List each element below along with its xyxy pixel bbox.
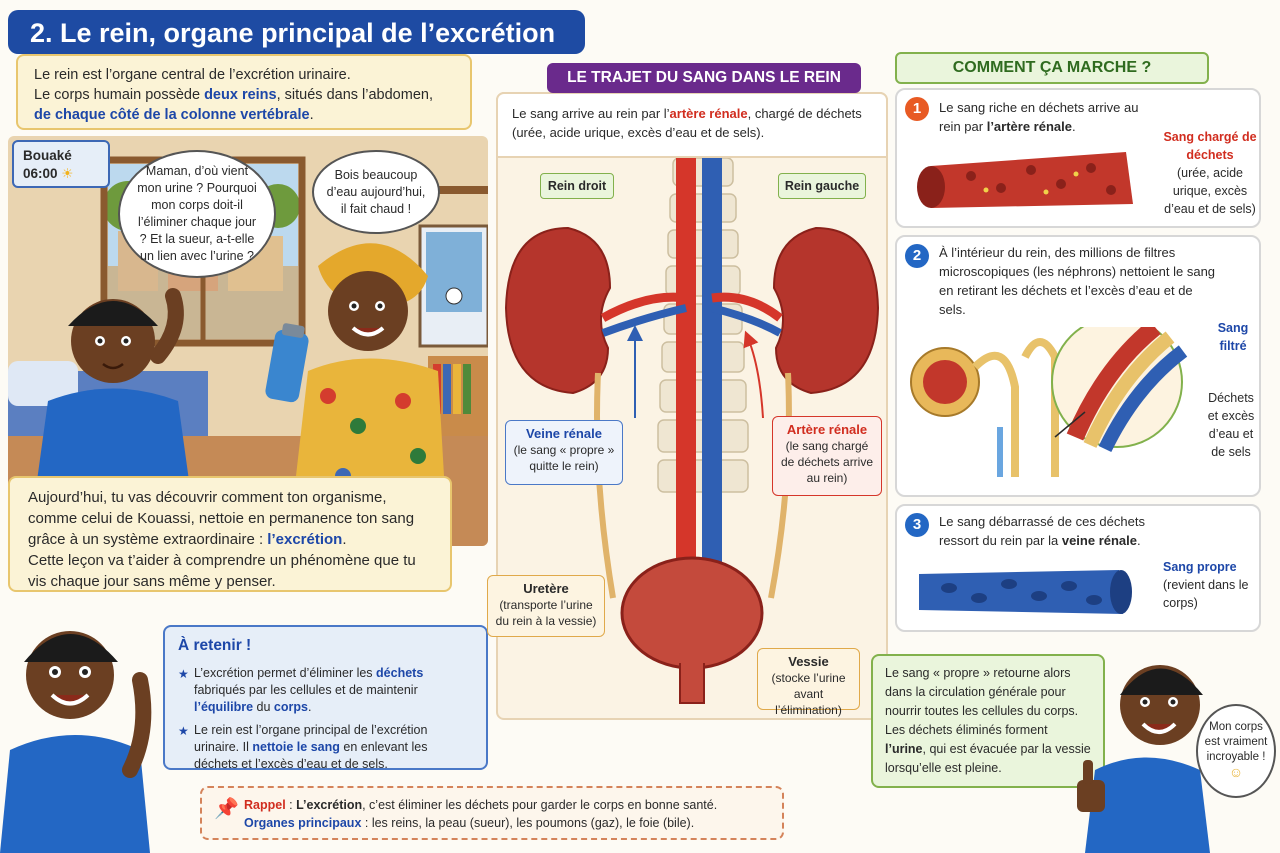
boy-thumbs-up-illustration	[1075, 640, 1215, 853]
chip-city: Bouaké	[23, 148, 72, 163]
step-2-text: À l’intérieur du rein, des millions de filtres microscopiques (les néphrons) nettoient le sang en retirant les déchets et l’excès d’eau et de sels.	[939, 245, 1216, 317]
step-number-2: 2	[905, 244, 929, 268]
reminder-box: 📌 Rappel : L’excrétion, c’est éliminer les déchets pour garder le corps en bonne santé. Organes principaux : les reins, la peau (sueur), les poumons (gaz), le foie (bile).	[200, 786, 784, 840]
intro-line-2: Le corps humain possède deux reins, situés dans l’abdomen,	[34, 87, 433, 103]
step-2-note-1: Sang filtré	[1217, 321, 1249, 353]
conclusion-box: Le sang « propre » retourne alors dans la circulation générale pour nourrir toutes les cellules du corps. Les déchets éliminés forment l’urine, qui est évacuée par la vessie lorsqu’elle est pleine.	[871, 654, 1105, 788]
nephron-illustration	[905, 327, 1195, 477]
step-number-1: 1	[905, 97, 929, 121]
time-location-chip	[12, 140, 110, 188]
center-intro-text: Le sang arrive au rein par l’artère rénale, chargé de déchets (urée, acide urique, excès d’eau et de sels).	[496, 92, 888, 158]
step-3-text: Le sang débarrassé de ces déchets ressort du rein par la veine rénale.	[939, 514, 1145, 548]
step-3-note: Sang propre (revient dans le corps)	[1163, 560, 1249, 610]
step-1-text: Le sang riche en déchets arrive au rein par l’artère rénale.	[939, 100, 1139, 134]
star-icon: ★	[178, 724, 189, 738]
boy-speech-bubble: Maman, d’où vient mon urine ? Pourquoi mon corps doit-il l’éliminer chaque jour ? Et la sueur, a-t-elle un lien avec l’urine ?	[118, 150, 276, 278]
chip-time: 06:00 ☀	[23, 166, 74, 181]
rein-droit-label: Rein droit	[540, 173, 614, 199]
artery-illustration	[911, 146, 1143, 218]
uretere-label: Uretère (transporte l’urine du rein à la vessie)	[487, 575, 605, 637]
right-heading: COMMENT ÇA MARCHE ?	[895, 52, 1209, 84]
key-point-item: ★ Le rein est l’organe principal de l’excrétion urinaire. Il nettoie le sang en enlevant les déchets et l’excès d’eau et de sels.	[178, 723, 428, 771]
lesson-intro-box: Aujourd’hui, tu vas découvrir comment ton organisme, comme celui de Kouassi, nettoie en permanence ton sang grâce à un système extraordinaire : l’excrétion. Cette leçon va t’aider à comprendre un phénomène que tu vis chaque jour sans même y penser.	[8, 476, 452, 592]
intro-line-3: de chaque côté de la colonne vertébrale.	[34, 107, 314, 123]
key-points-box	[163, 625, 488, 770]
sun-icon: ☀	[61, 166, 74, 181]
intro-box	[16, 54, 472, 130]
vein-illustration	[909, 564, 1137, 620]
pushpin-icon: 📌	[214, 798, 239, 820]
rein-gauche-label: Rein gauche	[778, 173, 866, 199]
boy-pointing-illustration	[0, 600, 165, 853]
step-1-note: Sang chargé de déchets (urée, acide urique, excès d’eau et de sels)	[1163, 130, 1257, 216]
star-icon: ★	[178, 667, 189, 681]
key-point-item: ★ L’excrétion permet d’éliminer les déchets fabriqués par les cellules et de maintenir l’équilibre du corps.	[178, 666, 424, 714]
mom-speech-bubble: Bois beaucoup d’eau aujourd’hui, il fait chaud !	[312, 150, 440, 234]
center-heading: LE TRAJET DU SANG DANS LE REIN	[547, 63, 861, 93]
step-number-3: 3	[905, 513, 929, 537]
step-2-card	[895, 235, 1261, 497]
step-2-note-2: Déchets et excès d’eau et de sels	[1207, 391, 1255, 459]
vessie-label: Vessie (stocke l’urine avant l’élimination)	[757, 648, 860, 710]
artere-renale-label: Artère rénale (le sang chargé de déchets arrive au rein)	[772, 416, 882, 496]
intro-line-1: Le rein est l’organe central de l’excrétion urinaire.	[34, 67, 351, 83]
page-title: 2. Le rein, organe principal de l’excrétion	[8, 10, 585, 54]
key-points-title: À retenir !	[178, 637, 252, 654]
step-3-card	[895, 504, 1261, 632]
smiley-icon: ☺	[1228, 764, 1244, 780]
step-1-card	[895, 88, 1261, 228]
boy-amazed-bubble: Mon corps est vraiment incroyable ! ☺	[1196, 704, 1276, 798]
veine-renale-label: Veine rénale (le sang « propre » quitte le rein)	[505, 420, 623, 485]
